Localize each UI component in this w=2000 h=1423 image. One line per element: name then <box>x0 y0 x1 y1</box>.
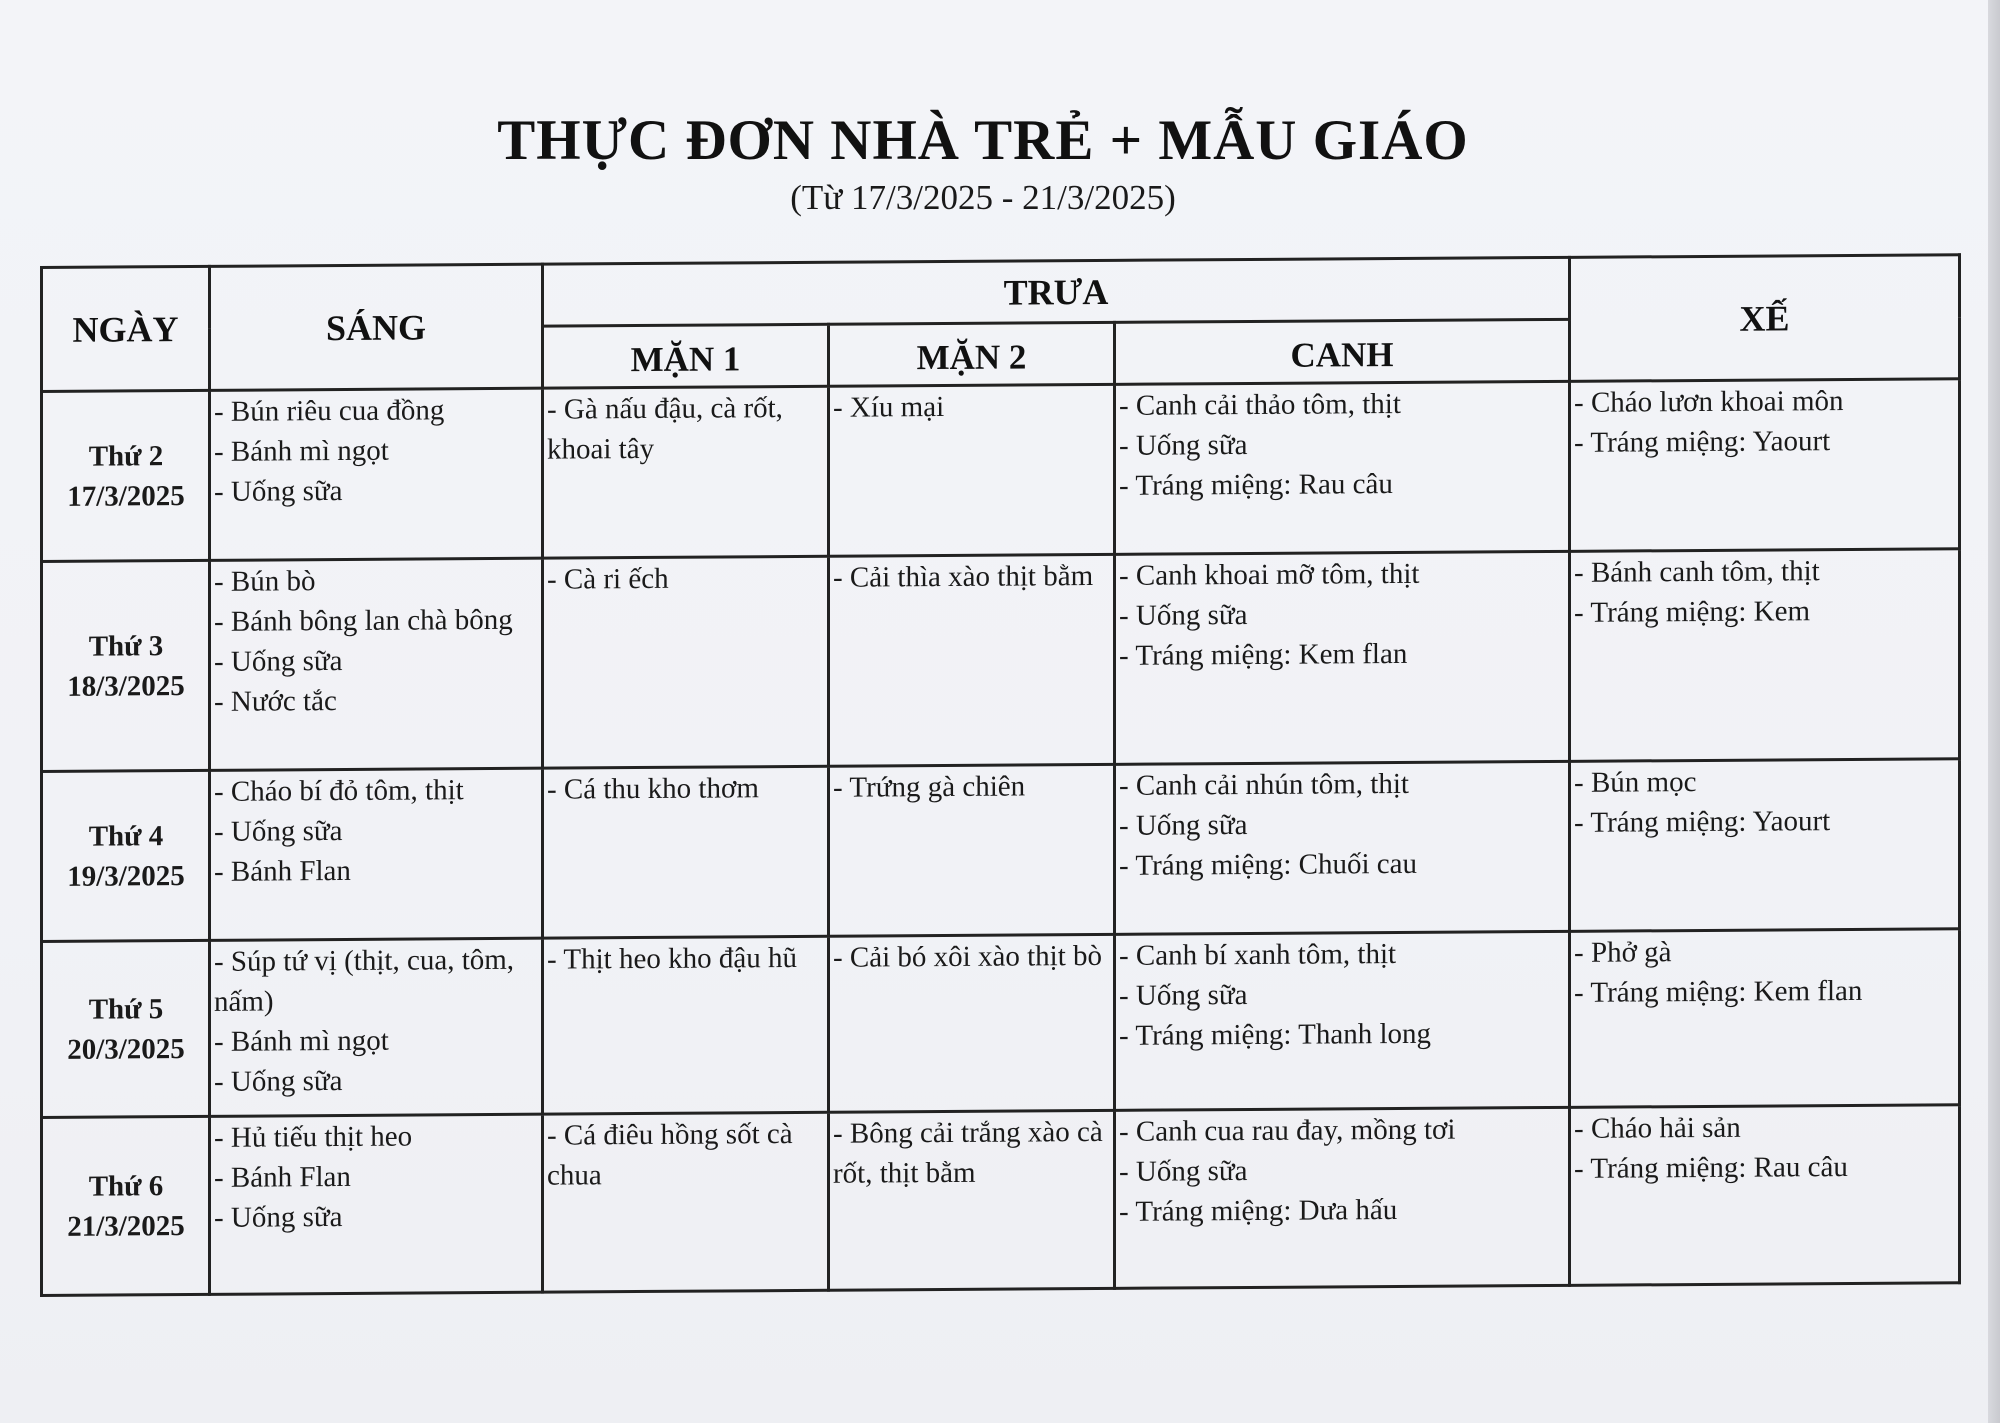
day-cell <box>42 560 210 771</box>
sang-cell <box>210 388 543 560</box>
dish-item: - Uống sữa <box>1119 598 1248 632</box>
man1-cell <box>543 936 829 1114</box>
dish-item: - Bánh Flan <box>214 1160 351 1194</box>
day-name: Thứ 2 <box>88 439 164 473</box>
dish-item: - Cháo hải sản <box>1574 1111 1741 1145</box>
xe-cell <box>1570 379 1960 552</box>
sang-cell <box>210 1114 543 1294</box>
day-cell <box>42 770 210 941</box>
dish-item: - Thịt heo kho đậu hũ <box>547 941 797 976</box>
dish-item: - Hủ tiếu thịt heo <box>214 1120 413 1154</box>
dish-item: - Cá điêu hồng sốt cà chua <box>547 1118 793 1192</box>
dish-item: - Canh cải nhún tôm, thịt <box>1119 767 1409 802</box>
day-date: 19/3/2025 <box>67 859 185 893</box>
day-cell <box>42 1116 210 1295</box>
weekly-menu-table <box>40 253 1961 1297</box>
day-date: 20/3/2025 <box>67 1032 185 1066</box>
dish-item: - Cá thu kho thơm <box>547 772 759 806</box>
dish-item: - Bánh mì ngọt <box>214 434 389 468</box>
dish-item: - Cải thìa xào thịt bằm <box>833 560 1094 594</box>
canh-cell <box>1115 761 1570 934</box>
canh-cell <box>1115 931 1570 1110</box>
menu-body <box>42 379 1960 1296</box>
table-row <box>42 929 1960 1118</box>
dish-item: - Tráng miệng: Chuối cau <box>1119 847 1418 882</box>
header-man2: MẶN 2 <box>829 322 1115 386</box>
header-man1: MẶN 1 <box>543 324 829 388</box>
dish-item: - Tráng miệng: Kem flan <box>1119 637 1408 672</box>
sang-cell <box>210 558 543 770</box>
sang-cell <box>210 768 543 940</box>
day-name: Thứ 4 <box>88 819 164 853</box>
dish-item: - Uống sữa <box>214 814 343 848</box>
dish-item: - Bánh mì ngọt <box>214 1024 389 1058</box>
dish-item: - Bông cải trắng xào cà rốt, thịt bằm <box>833 1115 1103 1190</box>
man2-cell <box>829 934 1115 1112</box>
table-row <box>42 1105 1960 1296</box>
xe-cell <box>1570 759 1960 932</box>
canh-cell <box>1115 381 1570 554</box>
day-name: Thứ 5 <box>88 992 164 1026</box>
dish-item: - Tráng miệng: Yaourt <box>1574 805 1831 839</box>
dish-item: - Phở gà <box>1574 936 1672 969</box>
day-cell <box>42 940 210 1117</box>
dish-item: - Cà ri ếch <box>547 562 669 596</box>
dish-item: - Súp tứ vị (thịt, cua, tôm, nấm) <box>214 943 515 1018</box>
man1-cell <box>543 556 829 768</box>
day-date: 21/3/2025 <box>67 1209 185 1243</box>
dish-item: - Trứng gà chiên <box>833 770 1026 804</box>
xe-cell <box>1570 1105 1960 1286</box>
dish-item: - Uống sữa <box>214 1200 343 1234</box>
header-trua: TRƯA <box>543 257 1570 326</box>
man2-cell <box>829 1110 1115 1290</box>
dish-item: - Canh cua rau đay, mồng tơi <box>1119 1113 1456 1148</box>
man2-cell <box>829 384 1115 556</box>
dish-item: - Xíu mại <box>833 391 945 424</box>
dish-item: - Tráng miệng: Yaourt <box>1574 425 1831 459</box>
dish-item: - Uống sữa <box>1119 428 1248 462</box>
dish-item: - Nước tắc <box>214 685 337 718</box>
dish-item: - Canh cải thảo tôm, thịt <box>1119 387 1401 422</box>
dish-item: - Tráng miệng: Kem flan <box>1574 974 1863 1009</box>
dish-item: - Canh khoai mỡ tôm, thịt <box>1119 557 1420 592</box>
table-row <box>42 549 1960 772</box>
dish-item: - Tráng miệng: Thanh long <box>1119 1017 1432 1052</box>
paper-edge <box>1988 0 2000 1423</box>
table-row <box>42 379 1960 562</box>
sang-cell <box>210 938 543 1116</box>
dish-item: - Bánh Flan <box>214 854 351 888</box>
table-row <box>42 759 1960 942</box>
dish-item: - Cháo lươn khoai môn <box>1574 385 1844 419</box>
dish-item: - Gà nấu đậu, cà rốt, khoai tây <box>547 392 783 466</box>
man2-cell <box>829 764 1115 936</box>
dish-item: - Tráng miệng: Kem <box>1574 595 1811 629</box>
man1-cell <box>543 1112 829 1292</box>
dish-item: - Uống sữa <box>214 644 343 678</box>
canh-cell <box>1115 1107 1570 1288</box>
day-name: Thứ 6 <box>88 1169 164 1203</box>
dish-item: - Uống sữa <box>1119 978 1248 1012</box>
dish-item: - Uống sữa <box>1119 808 1248 842</box>
dish-item: - Cải bó xôi xào thịt bò <box>833 939 1103 974</box>
xe-cell <box>1570 549 1960 762</box>
header-ngay: NGÀY <box>42 266 210 391</box>
man1-cell <box>543 386 829 558</box>
header-canh: CANH <box>1115 319 1570 384</box>
header-xe: XẾ <box>1570 255 1960 382</box>
header-sang: SÁNG <box>210 264 543 390</box>
day-name: Thứ 3 <box>88 629 164 663</box>
dish-item: - Tráng miệng: Rau câu <box>1574 1151 1848 1185</box>
dish-item: - Tráng miệng: Dưa hấu <box>1119 1193 1398 1228</box>
dish-item: - Cháo bí đỏ tôm, thịt <box>214 774 464 808</box>
dish-item: - Canh bí xanh tôm, thịt <box>1119 938 1397 972</box>
dish-item: - Tráng miệng: Rau câu <box>1119 468 1393 502</box>
xe-cell <box>1570 929 1960 1108</box>
dish-item: - Bánh canh tôm, thịt <box>1574 555 1820 589</box>
canh-cell <box>1115 551 1570 764</box>
day-date: 18/3/2025 <box>67 669 185 703</box>
man1-cell <box>543 766 829 938</box>
man2-cell <box>829 554 1115 766</box>
dish-item: - Uống sữa <box>214 1064 343 1098</box>
dish-item: - Bún riêu cua đồng <box>214 394 445 428</box>
day-cell <box>42 390 210 561</box>
dish-item: - Bún mọc <box>1574 766 1697 799</box>
day-date: 17/3/2025 <box>67 479 185 513</box>
menu-date-range: (Từ 17/3/2025 - 21/3/2025) <box>790 178 1176 217</box>
menu-title: THỰC ĐƠN NHÀ TRẺ + MẪU GIÁO <box>497 109 1469 172</box>
dish-item: - Uống sữa <box>214 474 343 508</box>
dish-item: - Uống sữa <box>1119 1154 1248 1188</box>
header-row <box>42 255 1960 330</box>
dish-item: - Bún bò <box>214 565 316 598</box>
dish-item: - Bánh bông lan chà bông <box>214 603 513 638</box>
